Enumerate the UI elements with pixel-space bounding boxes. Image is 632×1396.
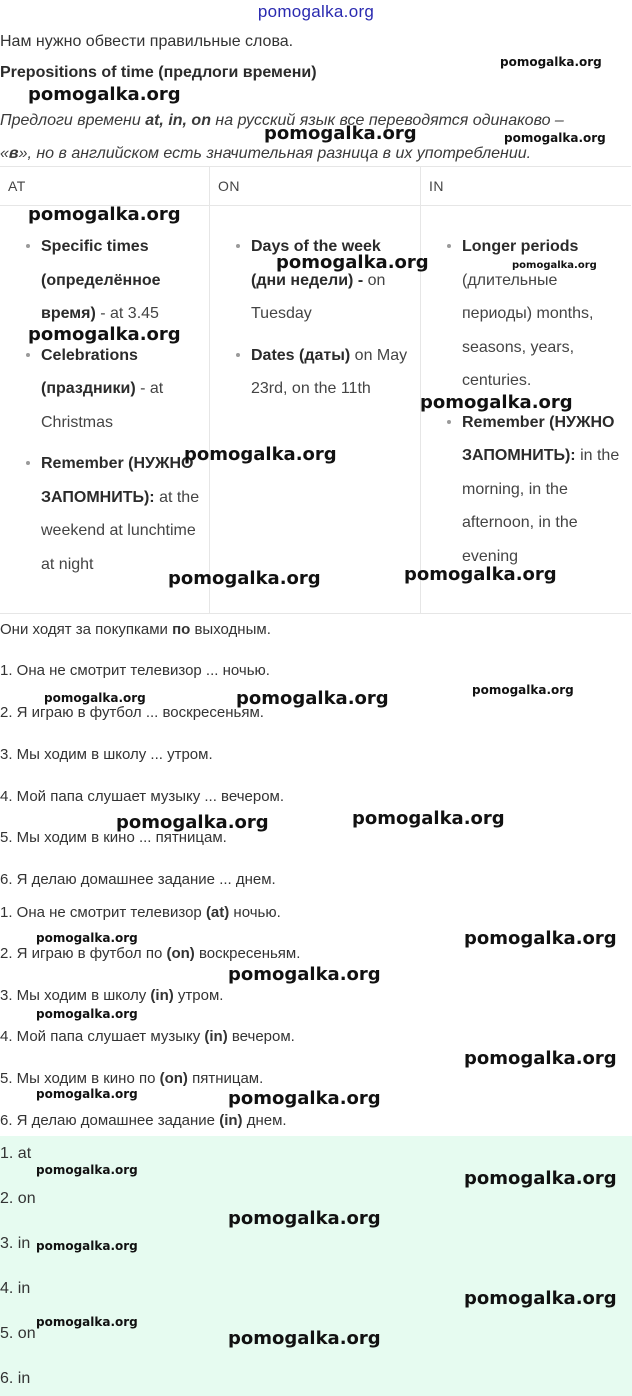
explanation-paragraph: Предлоги времени at, in, on на русский язык все переводятся одинаково – «в», но в английском есть значительная разница в их употреблении. [0, 112, 564, 162]
watermark: pomogalka.org [464, 928, 617, 949]
column-header-at: AT [0, 167, 209, 206]
watermark: pomogalka.org [504, 131, 606, 145]
section-title: Prepositions of time (предлоги времени) [0, 64, 317, 81]
list-item: Longer periods (длительные периоды) months, seasons, years, centuries. [421, 230, 631, 398]
answer-1: 1. at [0, 1145, 32, 1162]
solution-2: 2. Я играю в футбол по (on) воскресеньям. [0, 945, 301, 962]
answer-5: 5. on [0, 1325, 36, 1342]
watermark: pomogalka.org [512, 260, 597, 271]
solution-1: 1. Она не смотрит телевизор (at) ночью. [0, 904, 281, 921]
watermark: pomogalka.org [28, 84, 181, 105]
list-item: Specific times (определённое время) - at 3.45 [0, 230, 209, 331]
watermark: pomogalka.org [36, 931, 138, 945]
column-in [421, 167, 631, 613]
column-header-on: ON [210, 167, 420, 206]
watermark: pomogalka.org [500, 55, 602, 69]
watermark: pomogalka.org [116, 812, 269, 833]
task-6: 6. Я делаю домашнее задание ... днем. [0, 871, 276, 888]
watermark: pomogalka.org [36, 1239, 138, 1253]
task-2: 2. Я играю в футбол ... воскресеньям. [0, 704, 264, 721]
list-item: Days of the week (дни недели) - on Tuesday [210, 230, 420, 331]
example-sentence: Они ходят за покупками по выходным. [0, 621, 271, 638]
watermark: pomogalka.org [184, 444, 337, 465]
watermark: pomogalka.org [28, 324, 181, 345]
column-at [0, 167, 210, 613]
list-item: Remember (НУЖНО ЗАПОМНИТЬ): in the morning, in the afternoon, in the evening [421, 406, 631, 574]
watermark: pomogalka.org [464, 1288, 617, 1309]
watermark: pomogalka.org [236, 688, 389, 709]
watermark: pomogalka.org [464, 1168, 617, 1189]
watermark: pomogalka.org [404, 564, 557, 585]
watermark: pomogalka.org [36, 1315, 138, 1329]
watermark: pomogalka.org [464, 1048, 617, 1069]
watermark: pomogalka.org [228, 1328, 381, 1349]
solution-5: 5. Мы ходим в кино по (on) пятницам. [0, 1070, 264, 1087]
intro-text: Нам нужно обвести правильные слова. [0, 33, 294, 50]
solution-3: 3. Мы ходим в школу (in) утром. [0, 987, 224, 1004]
answer-4: 4. in [0, 1280, 31, 1297]
watermark: pomogalka.org [36, 1007, 138, 1021]
list-item: Dates (даты) on May 23rd, on the 11th [210, 339, 420, 406]
list-item: Remember (НУЖНО ЗАПОМНИТЬ): at the weekend at lunchtime at night [0, 447, 209, 581]
watermark: pomogalka.org [472, 683, 574, 697]
watermark: pomogalka.org [420, 392, 573, 413]
watermark: pomogalka.org [228, 964, 381, 985]
answer-3: 3. in [0, 1235, 31, 1252]
watermark: pomogalka.org [44, 691, 146, 705]
task-3: 3. Мы ходим в школу ... утром. [0, 746, 213, 763]
watermark: pomogalka.org [228, 1208, 381, 1229]
watermark: pomogalka.org [352, 808, 505, 829]
list-item: Celebrations (праздники) - at Christmas [0, 339, 209, 440]
watermark: pomogalka.org [168, 568, 321, 589]
column-on [210, 167, 421, 613]
answer-6: 6. in [0, 1370, 31, 1387]
task-4: 4. Мой папа слушает музыку ... вечером. [0, 788, 285, 805]
header-watermark[interactable]: pomogalka.org [257, 2, 375, 21]
watermark: pomogalka.org [28, 204, 181, 225]
watermark: pomogalka.org [276, 252, 429, 273]
watermark: pomogalka.org [228, 1088, 381, 1109]
task-1: 1. Она не смотрит телевизор ... ночью. [0, 662, 270, 679]
watermark: pomogalka.org [36, 1087, 138, 1101]
column-header-in: IN [421, 167, 631, 206]
answer-2: 2. on [0, 1190, 36, 1207]
watermark: pomogalka.org [36, 1163, 138, 1177]
solution-4: 4. Мой папа слушает музыку (in) вечером. [0, 1028, 295, 1045]
prepositions-table [0, 166, 631, 614]
task-5: 5. Мы ходим в кино ... пятницам. [0, 829, 227, 846]
watermark: pomogalka.org [264, 123, 417, 144]
solution-6: 6. Я делаю домашнее задание (in) днем. [0, 1112, 287, 1129]
